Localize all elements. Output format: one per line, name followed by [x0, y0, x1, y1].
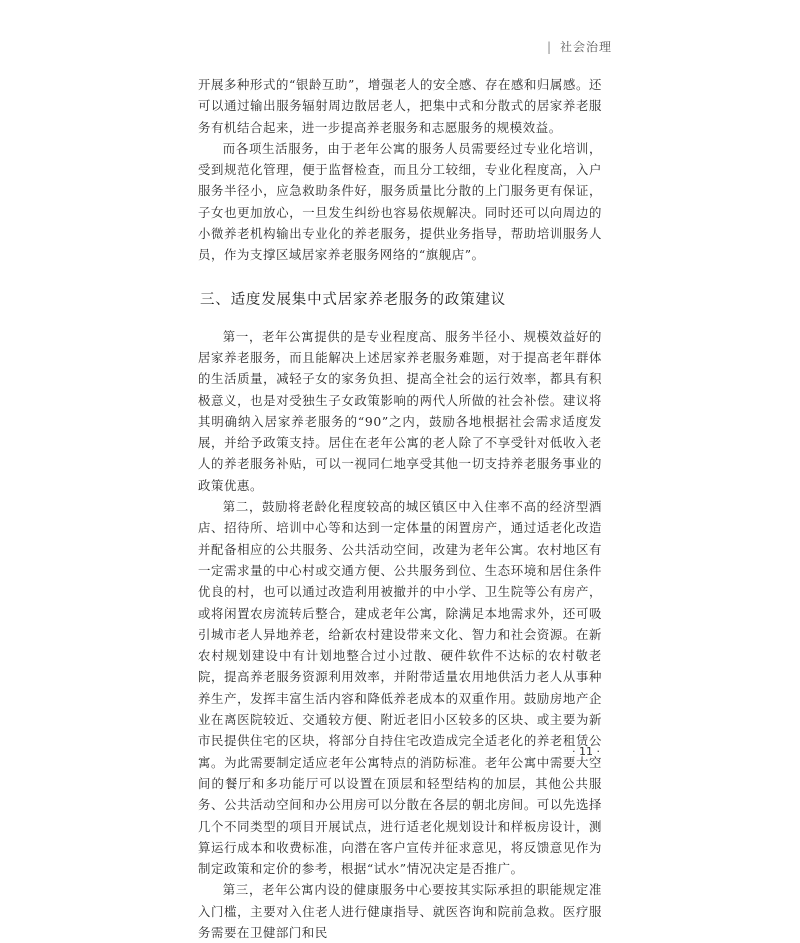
- section-heading: 三、适度发展集中式居家养老服务的政策建议: [200, 291, 506, 308]
- paragraph-second-recommendation: 第二，鼓励将老龄化程度较高的城区镇区中入住率不高的经济型酒店、招待所、培训中心等和达到一定体量的闲置房产，通过适老化改造并配备相应的公共服务、公共活动空间，改建为老年公寓。农村地区有一定需求量的中心村或交通方便、公共服务到位、生态环境和居住条件优良的村，也可以通过改造利用被撤并的中小学、卫生院等公有房产，或将闲置农房流转后整合，建成老年公寓，除满足本地需求外，还可吸引城市老人异地养老，给新农村建设带来文化、智力和社会资源。在新农村规划建设中有计划地整合过小过散、硬件软件不达标的农村敬老院，提高养老服务资源利用效率，并附带适量农用地供活力老人从事种养生产，发挥丰富生活内容和降低养老成本的双重作用。鼓励房地产企业在离医院较近、交通较方便、附近老旧小区较多的区块、或主要为新市民提供住宅的区块，将部分自持住宅改造成完全适老化的养老租赁公寓。为此需要制定适应老年公寓特点的消防标准。老年公寓中需要大空间的餐厅和多功能厅可以设置在顶层和轻型结构的加层，其他公共服务、公共活动空间和办公用房可以分散在各层的朝北房间。可以先选择几个不同类型的项目开展试点，进行适老化规划设计和样板房设计，测算运行成本和收费标准，向潜在客户宣传并征求意见，将反馈意见作为制定政策和定价的参考，根据“试水”情况决定是否推广。: [198, 499, 602, 877]
- page-number: · 11 ·: [572, 745, 600, 758]
- paragraph-continued: 开展多种形式的“银龄互助”，增强老人的安全感、存在感和归属感。还可以通过输出服务辐射周边散居老人，把集中式和分散式的居家养老服务有机结合起来，进一步提高养老服务和志愿服务的规模效益。: [198, 77, 602, 135]
- paragraph-third-recommendation: 第三，老年公寓内设的健康服务中心要按其实际承担的职能规定准入门槛，主要对入住老人进行健康指导、就医咨询和院前急救。医疗服务需要在卫健部门和民: [198, 882, 602, 940]
- running-header: [547, 38, 612, 55]
- paragraph-first-recommendation: 第一，老年公寓提供的是专业程度高、服务半径小、规模效益好的居家养老服务，而且能解决上述居家养老服务难题，对于提高老年群体的生活质量，减轻子女的家务负担、提高全社会的运行效率，都具有积极意义，也是对受独生子女政策影响的两代人所做的社会补偿。建议将其明确纳入居家养老服务的“90”之内，鼓励各地根据社会需求适度发展，并给予政策支持。居住在老年公寓的老人除了不享受针对低收入老人的养老服务补贴，可以一视同仁地享受其他一切支持养老服务事业的政策优惠。: [198, 328, 602, 493]
- running-title: 社会治理: [559, 40, 612, 54]
- body-text: [198, 74, 602, 943]
- header-divider: |: [546, 40, 552, 54]
- paragraph-life-services: 而各项生活服务，由于老年公寓的服务人员需要经过专业化培训，受到规范化管理，便于监督检查，而且分工较细，专业化程度高，入户服务半径小，应急救助条件好，服务质量比分散的上门服务更有保证，子女也更加放心，一旦发生纠纷也容易依规解决。同时还可以向周边的小微养老机构输出专业化的养老服务，提供业务指导，帮助培训服务人员，作为支撑区域居家养老服务网络的“旗舰店”。: [198, 140, 602, 263]
